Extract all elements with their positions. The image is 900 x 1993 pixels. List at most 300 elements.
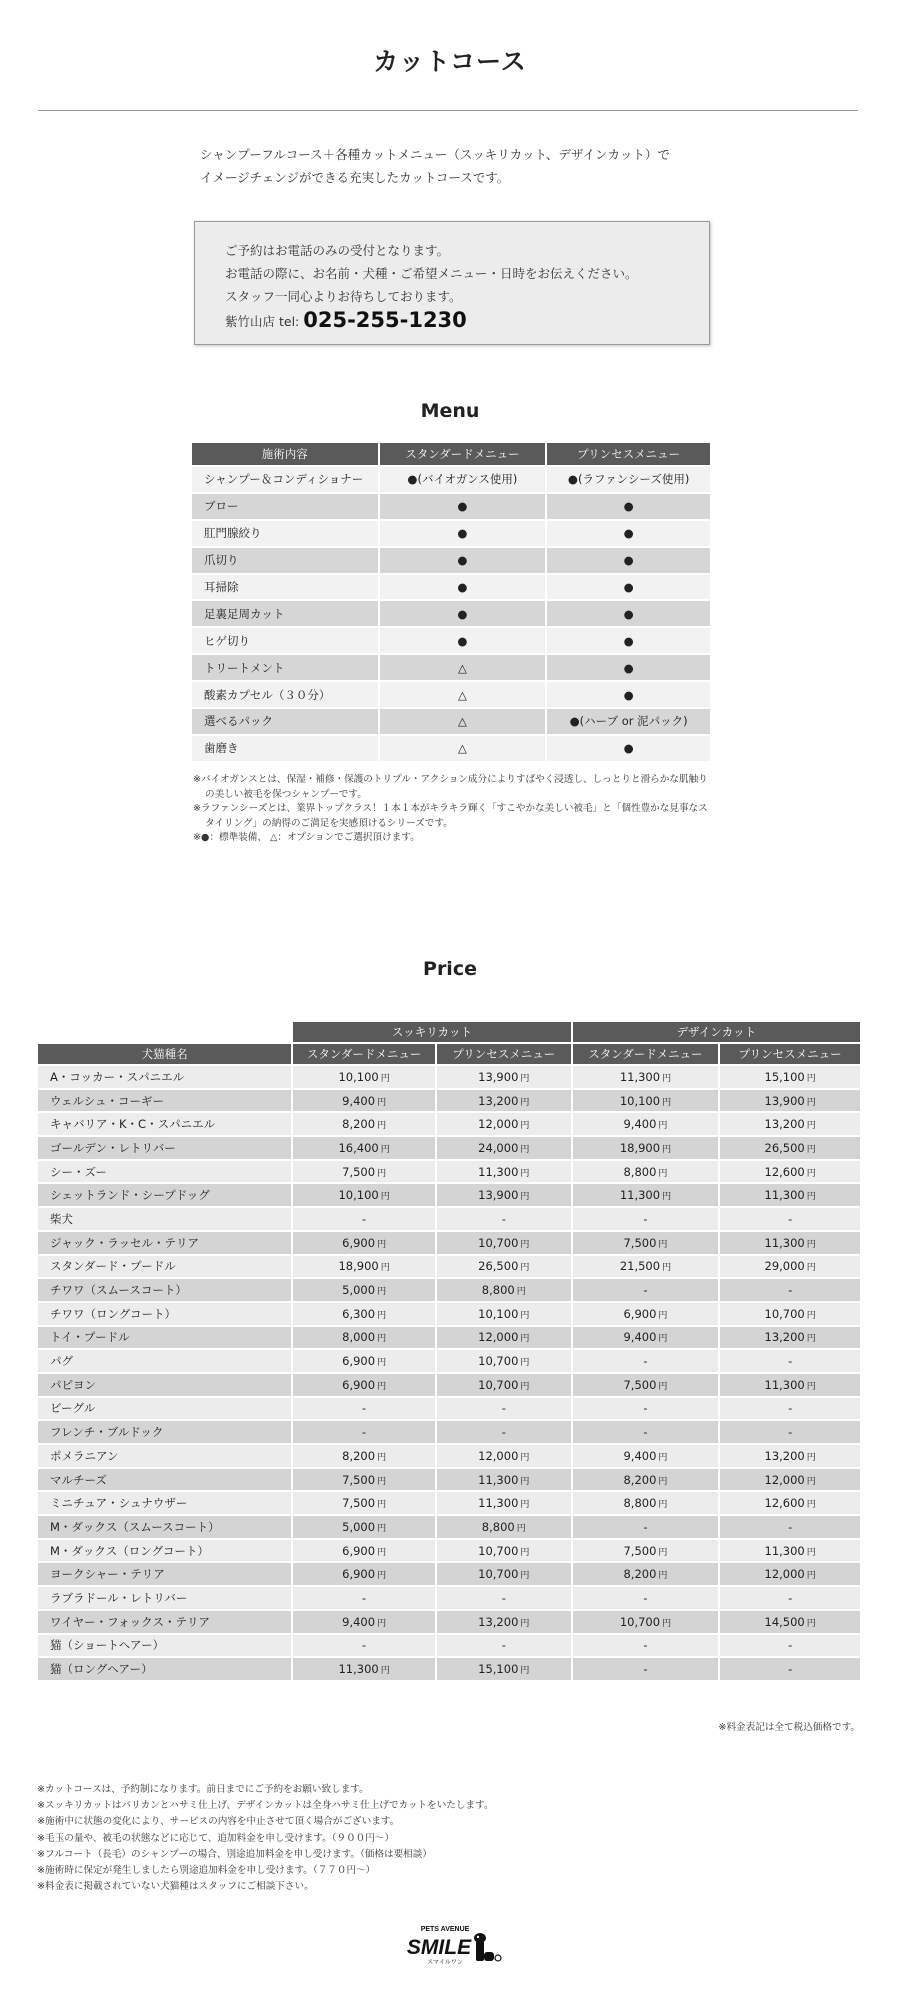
price-cell: [293, 1327, 435, 1349]
price-cell: [573, 1232, 719, 1254]
intro-line: シャンプーフルコース＋各種カットメニュー（スッキリカット、デザインカット）で: [200, 147, 670, 162]
price-cell: [293, 1635, 435, 1657]
price-value: 21,500: [619, 1259, 661, 1274]
price-value: 8,800: [481, 1283, 515, 1298]
page-title: カットコース: [373, 47, 527, 76]
menu-item-mark: ●: [547, 575, 710, 600]
price-value: -: [501, 1590, 506, 1605]
price-value: 8,200: [623, 1567, 657, 1582]
yen-unit: 円: [806, 1144, 816, 1155]
breed-name: パピヨン: [38, 1374, 291, 1396]
price-cell: [720, 1611, 860, 1633]
menu-row: [192, 628, 710, 653]
price-value: 5,000: [342, 1519, 376, 1534]
menu-item-name: 歯磨き: [192, 736, 378, 761]
price-value: 8,200: [342, 1448, 376, 1463]
price-value: 16,400: [338, 1140, 379, 1155]
yen-unit: 円: [662, 1192, 672, 1203]
price-cell: [720, 1303, 860, 1325]
footer-note: ※施術中に状態の変化により、サービスの内容を中止させて頂く場合がございます。: [37, 1816, 400, 1828]
price-cell: [573, 1303, 719, 1325]
price-value: -: [788, 1354, 793, 1369]
yen-unit: 円: [377, 1476, 387, 1487]
price-value: -: [788, 1590, 793, 1605]
menu-item-mark: ●: [547, 521, 710, 546]
price-cell: [293, 1256, 435, 1278]
price-value: 6,900: [342, 1354, 376, 1369]
menu-item-name: シャンプー＆コンディショナー: [192, 467, 378, 492]
intro-text: [200, 143, 720, 189]
price-value: 13,200: [764, 1330, 805, 1345]
price-value: 13,900: [478, 1188, 519, 1203]
yen-unit: 円: [380, 1144, 390, 1155]
yen-unit: 円: [516, 1287, 526, 1298]
yen-unit: 円: [806, 1571, 816, 1582]
price-value: 7,500: [342, 1164, 376, 1179]
yen-unit: 円: [806, 1476, 816, 1487]
price-value: -: [643, 1425, 648, 1440]
price-cell: [573, 1374, 719, 1396]
price-cell: [437, 1563, 571, 1585]
price-value: -: [501, 1211, 506, 1226]
price-cell: [573, 1658, 719, 1680]
price-value: -: [788, 1283, 793, 1298]
yen-unit: 円: [806, 1192, 816, 1203]
menu-row: [192, 682, 710, 707]
price-value: 6,900: [342, 1235, 376, 1250]
yen-unit: 円: [658, 1168, 668, 1179]
menu-item-mark: △: [380, 682, 546, 707]
yen-unit: 円: [377, 1547, 387, 1558]
price-value: 11,300: [764, 1188, 805, 1203]
price-cell: [573, 1445, 719, 1467]
price-cell: [437, 1327, 571, 1349]
price-cell: [437, 1587, 571, 1609]
price-cell: [293, 1232, 435, 1254]
price-cell: [720, 1279, 860, 1301]
price-row: [38, 1184, 860, 1206]
price-cell: [437, 1611, 571, 1633]
yen-unit: 円: [806, 1381, 816, 1392]
price-value: 13,200: [478, 1614, 519, 1629]
price-cell: [437, 1066, 571, 1088]
yen-unit: 円: [806, 1263, 816, 1274]
menu-item-name: 選べるパック: [192, 709, 378, 734]
price-value: 10,700: [478, 1567, 519, 1582]
price-cell: [293, 1303, 435, 1325]
yen-unit: 円: [516, 1523, 526, 1534]
price-value: 6,300: [342, 1306, 376, 1321]
yen-unit: 円: [806, 1310, 816, 1321]
yen-unit: 円: [806, 1121, 816, 1132]
yen-unit: 円: [662, 1144, 672, 1155]
price-row: [38, 1587, 860, 1609]
footer-note: ※施術時に保定が発生しましたら別途追加料金を申し受けます。（７７０円〜）: [37, 1865, 376, 1877]
price-cell: [573, 1090, 719, 1112]
price-value: -: [501, 1401, 506, 1416]
price-row: [38, 1492, 860, 1514]
price-row: [38, 1161, 860, 1183]
menu-item-name: 耳掃除: [192, 575, 378, 600]
price-value: 10,100: [478, 1306, 519, 1321]
price-value: 7,500: [623, 1543, 657, 1558]
price-value: -: [643, 1211, 648, 1226]
yen-unit: 円: [806, 1168, 816, 1179]
price-sub-header: スタンダードメニュー: [293, 1044, 435, 1064]
price-value: 11,300: [619, 1188, 661, 1203]
footer-note: ※フルコート（長毛）のシャンプーの場合、別途追加料金を申し受けます。（価格は要相談）: [37, 1848, 432, 1860]
price-row: [38, 1113, 860, 1135]
price-value: -: [788, 1401, 793, 1416]
price-cell: [720, 1256, 860, 1278]
yen-unit: 円: [377, 1097, 387, 1108]
yen-unit: 円: [520, 1500, 530, 1511]
price-value: -: [788, 1425, 793, 1440]
yen-unit: 円: [520, 1666, 530, 1677]
breed-name: A・コッカー・スパニエル: [38, 1066, 291, 1088]
yen-unit: 円: [520, 1476, 530, 1487]
price-value: -: [643, 1519, 648, 1534]
yen-unit: 円: [520, 1239, 530, 1250]
yen-unit: 円: [806, 1097, 816, 1108]
price-cell: [437, 1256, 571, 1278]
price-value: 14,500: [764, 1614, 805, 1629]
yen-unit: 円: [658, 1547, 668, 1558]
yen-unit: 円: [520, 1168, 530, 1179]
price-cell: [437, 1398, 571, 1420]
yen-unit: 円: [380, 1192, 390, 1203]
price-value: 11,300: [764, 1377, 805, 1392]
price-group-header-row: [38, 1022, 860, 1042]
menu-row: [192, 601, 710, 626]
yen-unit: 円: [520, 1121, 530, 1132]
price-group-header: スッキリカット: [293, 1022, 570, 1042]
price-value: 10,700: [478, 1354, 519, 1369]
menu-header-cell: プリンセスメニュー: [547, 443, 710, 465]
logo-sub-text: スマイルワン: [427, 1959, 463, 1966]
price-row: [38, 1445, 860, 1467]
menu-header-row: [192, 443, 710, 465]
yen-unit: 円: [658, 1476, 668, 1487]
price-cell: [293, 1658, 435, 1680]
price-value: 6,900: [342, 1377, 376, 1392]
price-row: [38, 1208, 860, 1230]
breed-name: キャバリア・K・C・スパニエル: [38, 1113, 291, 1135]
menu-item-mark: ●: [380, 521, 546, 546]
price-cell: [573, 1256, 719, 1278]
price-table-body: [38, 1066, 860, 1680]
menu-item-name: 肛門腺絞り: [192, 521, 378, 546]
menu-row: [192, 709, 710, 734]
price-value: 26,500: [764, 1140, 805, 1155]
price-value: 18,900: [338, 1259, 379, 1274]
menu-note: ※バイオガンスとは、保湿・補修・保護のトリプル・アクション成分によりすばやく浸透し、しっとりと滑らかな肌触りの美しい被毛を保つシャンプーです。: [193, 774, 708, 800]
price-cell: [720, 1327, 860, 1349]
price-cell: [573, 1611, 719, 1633]
price-cell: [293, 1469, 435, 1491]
breed-name: ヨークシャー・テリア: [38, 1563, 291, 1585]
footer-note: ※料金表に掲載されていない犬猫種はスタッフにご相談下さい。: [37, 1881, 314, 1893]
yen-unit: 円: [377, 1121, 387, 1132]
breed-name: 猫（ショートヘアー）: [38, 1635, 291, 1657]
yen-unit: 円: [520, 1334, 530, 1345]
breed-name: 柴犬: [38, 1208, 291, 1230]
yen-unit: 円: [806, 1452, 816, 1463]
price-row: [38, 1137, 860, 1159]
footer-notes: [37, 1782, 857, 1895]
price-value: 7,500: [623, 1235, 657, 1250]
price-value: 10,100: [619, 1093, 661, 1108]
menu-row: [192, 467, 710, 492]
price-cell: [437, 1090, 571, 1112]
price-cell: [720, 1232, 860, 1254]
breed-name: シー・ズー: [38, 1161, 291, 1183]
price-cell: [293, 1066, 435, 1088]
price-cell: [720, 1066, 860, 1088]
price-cell: [293, 1208, 435, 1230]
yen-unit: 円: [806, 1547, 816, 1558]
menu-row: [192, 548, 710, 573]
price-row: [38, 1256, 860, 1278]
breed-name: トイ・プードル: [38, 1327, 291, 1349]
price-value: 11,300: [478, 1164, 519, 1179]
price-cell: [437, 1445, 571, 1467]
breed-name: ウェルシュ・コーギー: [38, 1090, 291, 1112]
yen-unit: 円: [520, 1310, 530, 1321]
yen-unit: 円: [377, 1571, 387, 1582]
yen-unit: 円: [658, 1381, 668, 1392]
logo-top-text: PETS AVENUE: [420, 1926, 470, 1933]
menu-item-mark: ●: [547, 682, 710, 707]
price-sub-header: プリンセスメニュー: [437, 1044, 571, 1064]
price-cell: [573, 1398, 719, 1420]
price-value: 12,000: [478, 1330, 519, 1345]
menu-item-mark: ●: [380, 575, 546, 600]
price-value: 9,400: [342, 1614, 376, 1629]
price-cell: [293, 1374, 435, 1396]
price-value: 12,000: [478, 1448, 519, 1463]
menu-table-body: [192, 467, 710, 761]
price-cell: [573, 1137, 719, 1159]
price-cell: [293, 1492, 435, 1514]
price-row: [38, 1469, 860, 1491]
price-value: 29,000: [764, 1259, 805, 1274]
price-cell: [573, 1540, 719, 1562]
menu-item-name: 爪切り: [192, 548, 378, 573]
yen-unit: 円: [520, 1547, 530, 1558]
yen-unit: 円: [377, 1310, 387, 1321]
price-cell: [437, 1540, 571, 1562]
price-value: -: [362, 1211, 367, 1226]
price-cell: [720, 1445, 860, 1467]
breed-name: ワイヤー・フォックス・テリア: [38, 1611, 291, 1633]
price-value: 7,500: [342, 1496, 376, 1511]
price-value: 10,100: [338, 1069, 379, 1084]
dog-mascot-icon: [474, 1933, 501, 1961]
price-row: [38, 1398, 860, 1420]
menu-item-mark: ●: [547, 601, 710, 626]
price-value: 13,200: [764, 1448, 805, 1463]
breed-name: スタンダード・プードル: [38, 1256, 291, 1278]
price-value: 8,800: [623, 1164, 657, 1179]
price-value: 13,200: [478, 1093, 519, 1108]
menu-row: [192, 736, 710, 761]
price-cell: [437, 1208, 571, 1230]
price-value: 9,400: [623, 1117, 657, 1132]
price-row: [38, 1374, 860, 1396]
price-cell: [720, 1374, 860, 1396]
yen-unit: 円: [806, 1239, 816, 1250]
yen-unit: 円: [520, 1144, 530, 1155]
price-value: 13,900: [478, 1069, 519, 1084]
yen-unit: 円: [377, 1452, 387, 1463]
price-value: -: [362, 1590, 367, 1605]
yen-unit: 円: [806, 1334, 816, 1345]
breed-name: M・ダックス（スムースコート）: [38, 1516, 291, 1538]
price-cell: [720, 1516, 860, 1538]
price-cell: [573, 1587, 719, 1609]
price-cell: [437, 1492, 571, 1514]
yen-unit: 円: [806, 1073, 816, 1084]
yen-unit: 円: [380, 1666, 390, 1677]
price-value: 13,200: [764, 1117, 805, 1132]
price-cell: [720, 1563, 860, 1585]
price-value: 8,800: [623, 1496, 657, 1511]
price-cell: [437, 1374, 571, 1396]
breed-name: シェットランド・シープドッグ: [38, 1184, 291, 1206]
yen-unit: 円: [520, 1571, 530, 1582]
price-value: 11,300: [478, 1496, 519, 1511]
price-cell: [293, 1184, 435, 1206]
yen-unit: 円: [380, 1263, 390, 1274]
price-value: 13,900: [764, 1093, 805, 1108]
menu-note: ※ラファンシーズとは、業界トップクラス！１本１本がキラキラ輝く「すこやかな美しい被毛」と「個性豊かな見事なスタイリング」の納得のご満足を実感頂けるシリーズです。: [193, 803, 708, 829]
price-value: 11,300: [338, 1662, 379, 1677]
yen-unit: 円: [520, 1263, 530, 1274]
menu-item-name: ブロー: [192, 494, 378, 519]
price-value: 8,000: [342, 1330, 376, 1345]
price-cell: [437, 1469, 571, 1491]
yen-unit: 円: [377, 1381, 387, 1392]
footer-note: ※スッキリカットはバリカンとハサミ仕上げ、デザインカットは全身ハサミ仕上げでカットをいたします。: [37, 1800, 494, 1812]
price-group-header: デザインカット: [573, 1022, 860, 1042]
breed-name: チワワ（スムースコート）: [38, 1279, 291, 1301]
menu-item-name: 酸素カプセル（３０分）: [192, 682, 378, 707]
menu-header-cell: スタンダードメニュー: [380, 443, 546, 465]
price-cell: [720, 1090, 860, 1112]
price-value: 11,300: [478, 1472, 519, 1487]
price-cell: [720, 1469, 860, 1491]
notice-line: ご予約はお電話のみの受付となります。: [225, 243, 450, 258]
price-cell: [720, 1635, 860, 1657]
price-cell: [720, 1492, 860, 1514]
price-value: 11,300: [619, 1069, 661, 1084]
yen-unit: 円: [806, 1618, 816, 1629]
price-cell: [573, 1113, 719, 1135]
price-heading: Price: [423, 958, 477, 980]
price-value: 7,500: [342, 1472, 376, 1487]
price-cell: [573, 1279, 719, 1301]
price-cell: [720, 1658, 860, 1680]
notice-line: お電話の際に、お名前・犬種・ご希望メニュー・日時をお伝えください。: [225, 266, 638, 281]
price-value: 12,000: [478, 1117, 519, 1132]
menu-item-mark: ●: [380, 548, 546, 573]
menu-table: [190, 441, 712, 763]
price-value: 11,300: [764, 1235, 805, 1250]
price-cell: [573, 1563, 719, 1585]
price-cell: [293, 1445, 435, 1467]
price-cell: [720, 1113, 860, 1135]
price-value: -: [788, 1662, 793, 1677]
price-cell: [293, 1113, 435, 1135]
smile-one-logo[interactable]: [405, 1922, 505, 1972]
yen-unit: 円: [520, 1618, 530, 1629]
price-value: 12,000: [764, 1567, 805, 1582]
breed-name: ミニチュア・シュナウザー: [38, 1492, 291, 1514]
yen-unit: 円: [662, 1263, 672, 1274]
price-value: -: [643, 1354, 648, 1369]
price-cell: [293, 1587, 435, 1609]
price-cell: [437, 1658, 571, 1680]
menu-row: [192, 575, 710, 600]
price-value: 7,500: [623, 1377, 657, 1392]
menu-item-mark: ●: [380, 628, 546, 653]
intro-line: イメージチェンジができる充実したカットコースです。: [200, 170, 510, 185]
price-cell: [573, 1327, 719, 1349]
price-value: 10,700: [619, 1614, 661, 1629]
price-cell: [573, 1184, 719, 1206]
price-row: [38, 1421, 860, 1443]
price-value: 9,400: [623, 1448, 657, 1463]
price-value: 12,600: [764, 1496, 805, 1511]
breed-name: マルチーズ: [38, 1469, 291, 1491]
yen-unit: 円: [658, 1310, 668, 1321]
price-sub-header-row: [38, 1044, 860, 1064]
price-cell: [437, 1350, 571, 1372]
price-value: 10,700: [764, 1306, 805, 1321]
menu-item-mark: ●(ハーブ or 泥パック): [547, 709, 710, 734]
yen-unit: 円: [377, 1168, 387, 1179]
yen-unit: 円: [520, 1097, 530, 1108]
menu-item-mark: ●: [547, 736, 710, 761]
price-value: -: [501, 1638, 506, 1653]
menu-row: [192, 655, 710, 680]
price-value: 6,900: [342, 1543, 376, 1558]
price-cell: [720, 1137, 860, 1159]
price-cell: [573, 1516, 719, 1538]
breed-name: チワワ（ロングコート）: [38, 1303, 291, 1325]
menu-item-mark: ●: [547, 494, 710, 519]
price-value: 12,000: [764, 1472, 805, 1487]
tel-label: 紫竹山店 tel:: [225, 314, 300, 329]
price-table: [36, 1020, 862, 1682]
price-cell: [720, 1161, 860, 1183]
price-value: -: [788, 1519, 793, 1534]
price-value: 10,700: [478, 1235, 519, 1250]
price-value: 8,200: [623, 1472, 657, 1487]
price-cell: [437, 1184, 571, 1206]
breed-name: ラブラドール・レトリバー: [38, 1587, 291, 1609]
menu-item-name: ヒゲ切り: [192, 628, 378, 653]
tel-number[interactable]: 025-255-1230: [303, 308, 467, 332]
price-cell: [437, 1232, 571, 1254]
title-divider: [38, 110, 858, 111]
footer-note: ※毛玉の量や、被毛の状態などに応じて、追加料金を申し受けます。（９００円〜）: [37, 1832, 395, 1844]
price-value: -: [788, 1211, 793, 1226]
breed-name: フレンチ・ブルドック: [38, 1421, 291, 1443]
yen-unit: 円: [658, 1239, 668, 1250]
price-cell: [573, 1066, 719, 1088]
